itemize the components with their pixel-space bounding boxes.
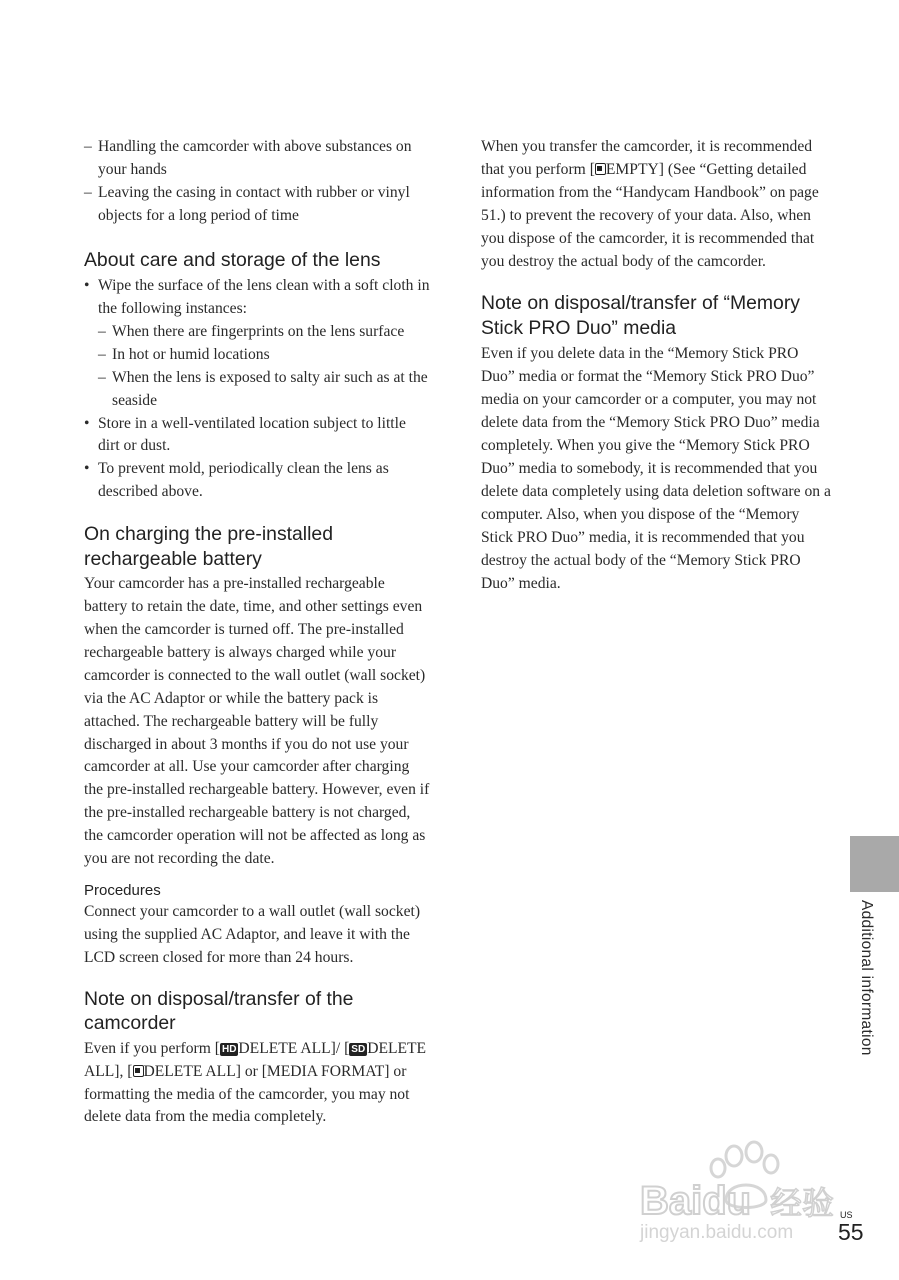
internal-memory-icon (595, 163, 606, 175)
transfer-text-2: EMPTY] (See “Getting detailed information from the “Handycam Handbook” on page 51.) to prevent the recovery of your data. Also, when you dispose of the camcorder, it is recommended that you destroy the actual body of the camcorder. (481, 160, 819, 270)
disposal-body (84, 1038, 430, 1130)
ms-section-title (481, 291, 831, 340)
bullet-item (84, 275, 430, 412)
lens-sub-list (98, 321, 430, 413)
dash-item: – Leaving the casing in contact with rubber or vinyl objects for a long period of time (70, 182, 430, 228)
sd-movie-icon: SD (351, 1043, 366, 1055)
procedures-body: Connect your camcorder to a wall outlet (wall socket) using the supplied AC Adaptor, and leave it with the LCD screen closed for more than 24 hours. (84, 902, 421, 966)
transfer-text-1: When you transfer the camcorder, it is recommended that you perform [ (481, 138, 813, 178)
section-tab-label: Additional information (858, 900, 875, 1056)
baidu-watermark (630, 1138, 850, 1248)
battery-title-line2: rechargeable battery (84, 547, 262, 570)
page-language-code: US (840, 1210, 853, 1220)
disposal-text-3: DELETE ALL], [ (84, 1039, 427, 1080)
watermark-cn: 经验 (770, 1184, 835, 1222)
dash-item: – When the lens is exposed to salty air such as at the seaside (84, 367, 430, 413)
lens-section-title: About care and storage of the lens (84, 248, 381, 271)
dash-item: – When there are fingerprints on the lens surface (84, 321, 430, 344)
disposal-title-line1: Note on disposal/transfer of the (84, 987, 354, 1010)
battery-body: Your camcorder has a pre-installed rechargeable battery to retain the date, time, and other settings even when the camcorder is turned off. The pre-installed rechargeable battery is always charged while your camcorder is connected to the wall outlet (wall socket) via the AC Adaptor or while the battery pack is attached. The rechargeable battery will be fully discharged in about 3 months if you do not use your camcorder at all. Use your camcorder after charging the pre-installed rechargeable battery. However, even if the pre-installed rechargeable battery is not charged, the camcorder operation will not be affected as long as you are not recording the date. (84, 575, 430, 868)
procedures-title: Procedures (84, 881, 161, 899)
bullet-item: • Store in a well-ventilated location subject to little dirt or dust. (84, 413, 430, 459)
dash-item: – Handling the camcorder with above substances on your hands (70, 136, 430, 182)
disposal-title-line2: camcorder (84, 1012, 176, 1035)
disposal-text-2: DELETE ALL]/ [ (238, 1039, 350, 1057)
page-number: 55 (838, 1219, 864, 1245)
disposal-text-4: DELETE ALL] or [MEDIA FORMAT] or formatting the media of the camcorder, you may not delete data from the media completely. (84, 1062, 410, 1126)
left-column (84, 136, 430, 1129)
ms-body: Even if you delete data in the “Memory Stick PRO Duo” media or format the “Memory Stick PRO Duo” media on your camcorder or a computer, you may not delete data from the “Memory Stick PRO Duo” media completely. When you give the “Memory Stick PRO Duo” media to somebody, it is recommended that you delete data completely using data deletion software on a computer. Also, when you dispose of the “Memory Stick PRO Duo” media, it is recommended that you destroy the actual body of the “Memory Stick PRO Duo” media. (481, 345, 831, 592)
section-tab (850, 836, 899, 892)
ms-title-line1: Note on disposal/transfer of “Memory (481, 292, 800, 315)
internal-memory-icon (133, 1065, 144, 1077)
dash-item: – In hot or humid locations (84, 344, 430, 367)
battery-section-title (84, 522, 430, 571)
transfer-body (481, 136, 831, 273)
right-column (481, 136, 831, 595)
ms-title-line2: Stick PRO Duo” media (481, 316, 677, 339)
bullet-item: • To prevent mold, periodically clean the lens as described above. (84, 458, 430, 504)
hd-movie-icon: HD (221, 1043, 237, 1055)
watermark-url: jingyan.baidu.com (640, 1222, 794, 1243)
watermark-brand: Baidu (640, 1179, 752, 1223)
disposal-text-1: Even if you perform [ (84, 1039, 220, 1057)
battery-title-line1: On charging the pre-installed (84, 523, 333, 546)
lens-bullet-list (84, 275, 430, 504)
disposal-section-title (84, 987, 430, 1036)
intro-dash-list (84, 136, 430, 228)
bullet-text: Wipe the surface of the lens clean with a soft cloth in the following instances: (98, 277, 430, 318)
